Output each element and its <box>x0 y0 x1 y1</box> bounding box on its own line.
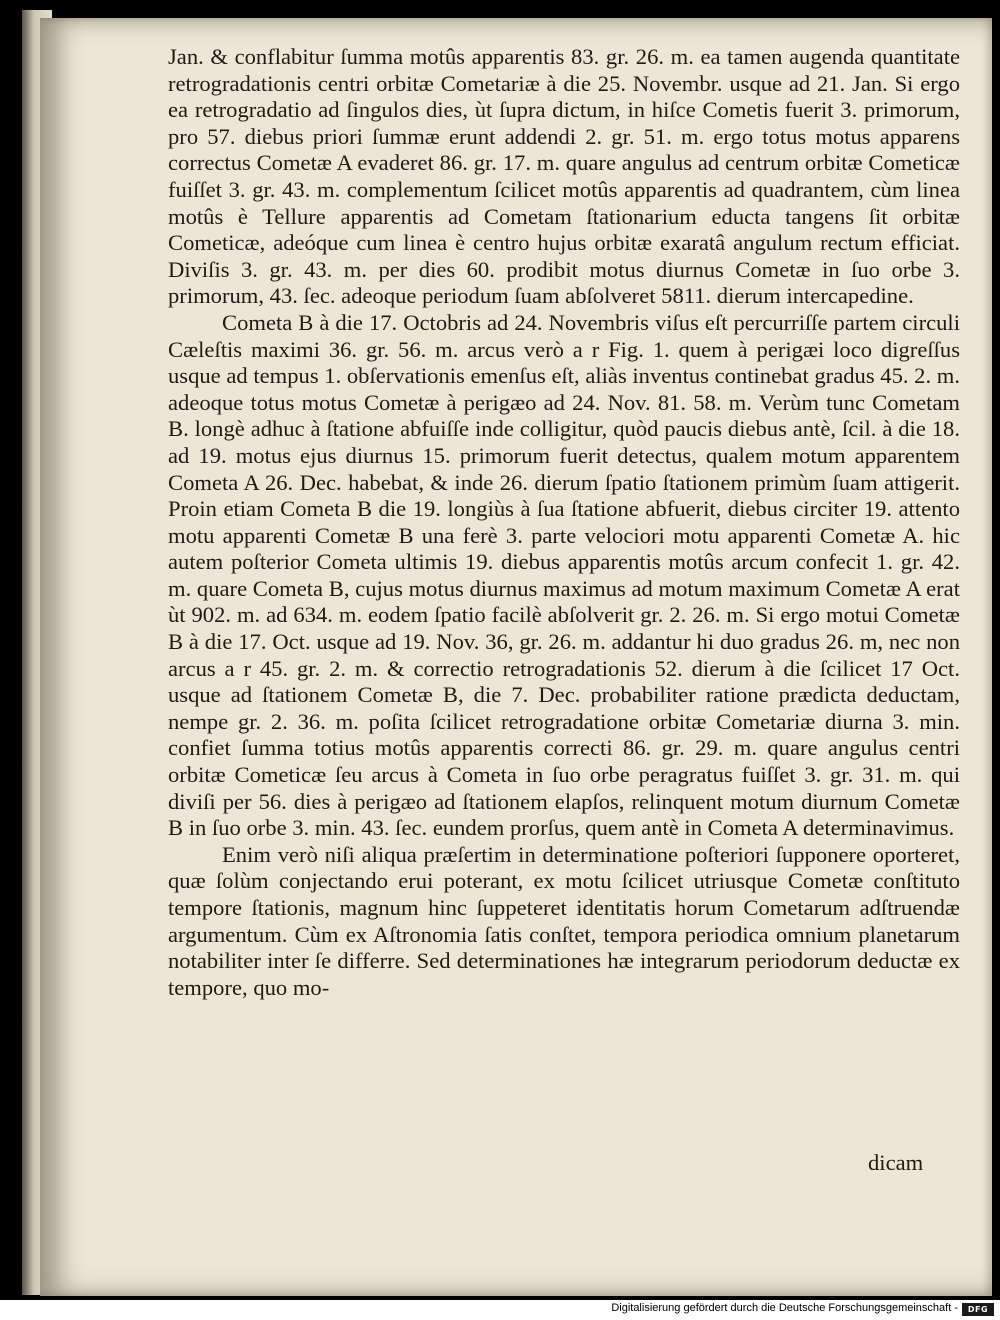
dfg-logo: DFG <box>962 1303 994 1316</box>
paragraph-3-text: Enim verò niſi aliqua præſertim in determinatione poſteriori ſupponere oporteret, quæ ſolùm conjectando erui poterant, ex motu ſcilicet utriusque Cometæ conſtituto tempore ſtationis, magnum hinc ſuppeteret identitatis horum Cometarum adſtruendæ argumentum. Cùm ex Aſtronomia ſatis conſtet, tempora periodica omnium planetarum notabiliter inter ſe differre. Sed determinationes hæ integrarum periodorum deductæ ex tempore, quo mo- <box>168 841 960 1000</box>
footer-credit: Digitalisierung gefördert durch die Deutsche Forschungsgemeinschaft - <box>611 1302 958 1314</box>
footer-bar <box>0 1300 1000 1320</box>
page-body <box>168 44 960 1001</box>
paragraph-2-text: Cometa B à die 17. Octobris ad 24. Novembris viſus eſt percurriſſe partem circuli Cæleſtis maximi 36. gr. 56. m. arcus verò a r Fig. 1. quem à perigæi loco digreſſus usque ad tempus 1. obſervationis emenſus eſt, aliàs inventus continebat gradus 45. 2. m. adeoque totus motus Cometæ à perigæo ad 24. Nov. 81. 58. m. Verùm tunc Cometam B. longè adhuc à ſtatione abfuiſſe inde colligitur, quòd paucis diebus antè, ſcil. à die 18. ad 19. motus ejus diurnus 15. primorum fuerit detectus, qualem motum apparentem Cometa A 26. Dec. habebat, & inde 26. dierum ſpatio ſtationem primùm ſuam attigerit. Proin etiam Cometa B die 19. longiùs à ſua ſtatione abfuerit, diebus circiter 19. attento motu apparenti Cometæ B una ferè 3. parte velociori motu apparenti Cometæ A. hic autem poſterior Cometa ultimis 19. diebus apparentis motûs arcum confecit 1. gr. 42. m. quare Cometa B, cujus motus diurnus maximus ad motum maximum Cometæ A erat ùt 902. m. ad 634. m. eodem ſpatio facilè abſolverit gr. 2. 26. m. Si ergo motui Cometæ B à die 17. Oct. usque ad 19. Nov. 36, gr. 26. m. addantur hi duo gradus 26. m, nec non arcus a r 45. gr. 2. m. & correctio retrogradationis 52. dierum à die ſcilicet 17 Oct. usque ad ſtationem Cometæ B, die 7. Dec. probabiliter ratione prædicta deductam, nempe gr. 2. 36. m. poſita ſcilicet retrogradatione orbitæ Cometariæ diurna 3. min. confiet ſumma totius motûs apparentis correcti 86. gr. 29. m. quare angulus centri orbitæ Cometicæ ſeu arcus à Cometa in ſuo orbe peragratus fuiſſet 3. gr. 31. m. qui diviſi per 56. dies à perigæo ad ſtationem elapſos, relinquent motum diurnum Cometæ B in ſuo orbe 3. min. 43. ſec. eundem prorſus, quem antè in Cometa A determinavimus. <box>168 309 960 841</box>
paragraph-1 <box>168 44 960 310</box>
paragraph-2 <box>168 310 960 842</box>
catchword: dicam <box>868 1150 924 1175</box>
paragraph-3 <box>168 842 960 1002</box>
paragraph-1-text: Jan. & conflabitur ſumma motûs apparentis 83. gr. 26. m. ea tamen augenda quantitate retrogradationis centri orbitæ Cometariæ à die 25. Novembr. usque ad 21. Jan. Si ergo ea retrogradatio ad ſingulos dies, ùt ſupra dictum, in hiſce Cometis fuerit 3. primorum, pro 57. diebus priori ſummæ erunt addendi 2. gr. 51. m. ergo totus motus apparens correctus Cometæ A evaderet 86. gr. 17. m. quare angulus ad centrum orbitæ Cometicæ fuiſſet 3. gr. 43. m. complementum ſcilicet motûs apparentis ad quadrantem, cùm linea motûs è Tellure apparentis ad Cometam ſtationarium educta tangens ſit orbitæ Cometicæ, adeóque cum linea è centro hujus orbitæ exaratâ angulum rectum efficiat. Diviſis 3. gr. 43. m. per dies 60. prodibit motus diurnus Cometæ in ſuo orbe 3. primorum, 43. ſec. adeoque periodum ſuam abſolveret 5811. dierum intercapedine. <box>168 44 960 309</box>
